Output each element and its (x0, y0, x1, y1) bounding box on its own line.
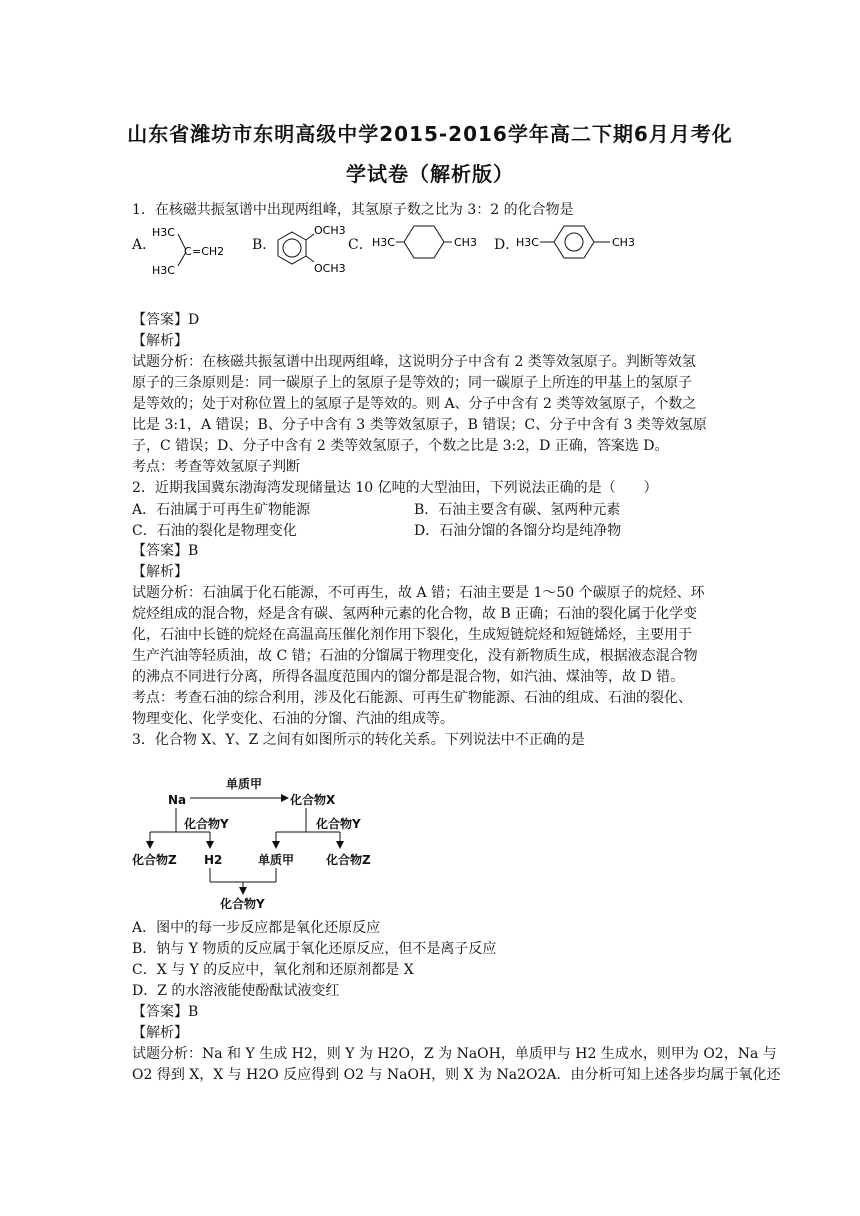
q2-answer: 【答案】B (132, 543, 199, 559)
q2-analysis-line: 化，石油中长链的烷烃在高温高压催化剂作用下裂化，生成短链烷烃和短链烯烃，主要用于 (132, 627, 692, 643)
q1-structure-a (148, 220, 238, 280)
q3-stem: 3．化合物 X、Y、Z 之间有如图所示的转化关系。下列说法中不正确的是 (132, 732, 585, 748)
q3-option-c: C．X 与 Y 的反应中，氧化剂和还原剂都是 X (132, 962, 414, 978)
q1-d-benzene-ring (554, 226, 594, 258)
q1-b-bond-bottom (306, 256, 314, 262)
q1-analysis-tag: 【解析】 (132, 333, 188, 349)
diagram-compound-z-left: 化合物Z (132, 853, 177, 867)
q3-analysis-line: O2 得到 X，X 与 H2O 反应得到 O2 与 NaOH，则 X 为 Na2O2A．由分析可知上述各步均属于氧化还 (132, 1067, 781, 1083)
q2-option-b: B．石油主要含有碳、氢两种元素 (414, 502, 621, 518)
q2-option-d: D．石油分馏的各馏分均是纯净物 (414, 523, 622, 539)
title-line-2: 学试卷（解析版） (346, 162, 514, 186)
diagram-compound-z-right: 化合物Z (326, 853, 371, 867)
q1-a-bottom-group: H3C (152, 264, 175, 277)
q1-structure-d (514, 218, 664, 268)
q3-analysis-line: 试题分析：Na 和 Y 生成 H2，则 Y 为 H2O，Z 为 NaOH，单质甲与 H2 生成水，则甲为 O2，Na 与 (132, 1046, 777, 1062)
q2-analysis-tag: 【解析】 (132, 564, 188, 580)
q1-c-right-group: CH3 (454, 236, 477, 249)
q1-answer: 【答案】D (132, 312, 200, 328)
q3-option-b: B．钠与 Y 物质的反应属于氧化还原反应，但不是离子反应 (132, 941, 497, 957)
q3-analysis-tag: 【解析】 (132, 1025, 188, 1041)
diagram-compound-y-bottom: 化合物Y (220, 897, 265, 911)
q1-b-benzene-ring (278, 232, 306, 264)
q2-analysis-line: 烷烃组成的混合物，烃是含有碳、氢两种元素的化合物，故 B 正确；石油的裂化属于化学变 (132, 606, 698, 622)
q1-c-left-group: H3C (372, 236, 395, 249)
q1-analysis-line: 原子的三条原则是：同一碳原子上的氢原子是等效的；同一碳原子上所连的甲基上的氢原子 (132, 375, 692, 391)
q2-analysis-line: 试题分析：石油属于化石能源，不可再生，故 A 错；石油主要是 1～50 个碳原子的烷烃、环 (132, 585, 705, 601)
q1-analysis-line: 比是 3:1，A 错误；B、分子中含有 3 类等效氢原子，B 错误；C、分子中含有 3 类等效氢原 (132, 417, 707, 433)
q1-a-carbon: C (184, 245, 192, 258)
q2-point-line: 考点：考查石油的综合利用，涉及化石能源、可再生矿物能源、石油的组成、石油的裂化、 (132, 690, 692, 706)
q1-d-left-group: H3C (516, 236, 539, 249)
q1-b-top-group: OCH3 (314, 224, 346, 237)
q1-analysis-line: 是等效的；处于对称位置上的氢原子是等效的。则 A、分子中含有 2 类等效氢原子，个数之 (132, 396, 697, 412)
q1-point: 考点：考查等效氢原子判断 (132, 459, 300, 475)
q1-analysis-line: 子，C 错误；D、分子中含有 2 类等效氢原子，个数之比是 3:2，D 正确，答案选 D。 (132, 438, 669, 454)
q1-c-cyclohexane-ring (404, 226, 444, 258)
title-line-1: 山东省潍坊市东明高级中学2015-2016学年高二下期6月月考化 (127, 122, 733, 146)
diagram-h2: H2 (204, 853, 223, 867)
q2-analysis-line: 的沸点不同进行分离，所得各温度范围内的馏分都是混合物，如汽油、煤油等，故 D 错。 (132, 669, 685, 685)
q1-structure-c (370, 218, 490, 268)
q1-b-ring-circle (283, 239, 301, 257)
diagram-na: Na (168, 793, 187, 807)
q3-conversion-diagram (130, 758, 400, 914)
q1-a-right-group: =CH2 (192, 245, 225, 258)
q1-d-right-group: CH3 (612, 236, 635, 249)
diagram-compound-x: 化合物X (290, 793, 336, 807)
q1-option-c-label: C． (348, 237, 373, 253)
q1-option-d-label: D． (494, 237, 520, 253)
q1-b-bond-top (306, 234, 314, 240)
diagram-single-substance-top: 单质甲 (226, 777, 263, 791)
q1-structure-b (268, 218, 348, 284)
q3-option-d: D．Z 的水溶液能使酚酞试液变红 (132, 983, 340, 999)
q1-d-ring-circle (565, 233, 583, 251)
diagram-compound-y-left: 化合物Y (184, 817, 229, 831)
diagram-compound-y-right: 化合物Y (316, 817, 361, 831)
q1-option-b-label: B． (252, 237, 277, 253)
q2-option-a: A．石油属于可再生矿物能源 (132, 502, 311, 518)
q2-point-line: 物理变化、化学变化、石油的分馏、汽油的组成等。 (132, 711, 454, 727)
q1-analysis-line: 试题分析：在核磁共振氢谱中出现两组峰，这说明分子中含有 2 类等效氢原子。判断等效氢 (132, 354, 696, 370)
q1-stem: 1．在核磁共振氢谱中出现两组峰，其氢原子数之比为 3：2 的化合物是 (132, 202, 574, 218)
q3-option-a: A．图中的每一步反应都是氧化还原反应 (132, 920, 381, 936)
q3-answer: 【答案】B (132, 1004, 199, 1020)
diagram-single-substance-mid: 单质甲 (258, 853, 295, 867)
q2-analysis-line: 生产汽油等轻质油，故 C 错；石油的分馏属于物理变化，没有新物质生成，根据液态混合物 (132, 648, 698, 664)
q1-b-bottom-group: OCH3 (314, 262, 346, 275)
q2-option-c: C．石油的裂化是物理变化 (132, 523, 297, 539)
q2-stem: 2．近期我国冀东渤海湾发现储量达 10 亿吨的大型油田，下列说法正确的是（ ） (132, 480, 658, 496)
q1-a-top-group: H3C (152, 226, 175, 239)
q1-option-a-label: A． (132, 237, 157, 253)
